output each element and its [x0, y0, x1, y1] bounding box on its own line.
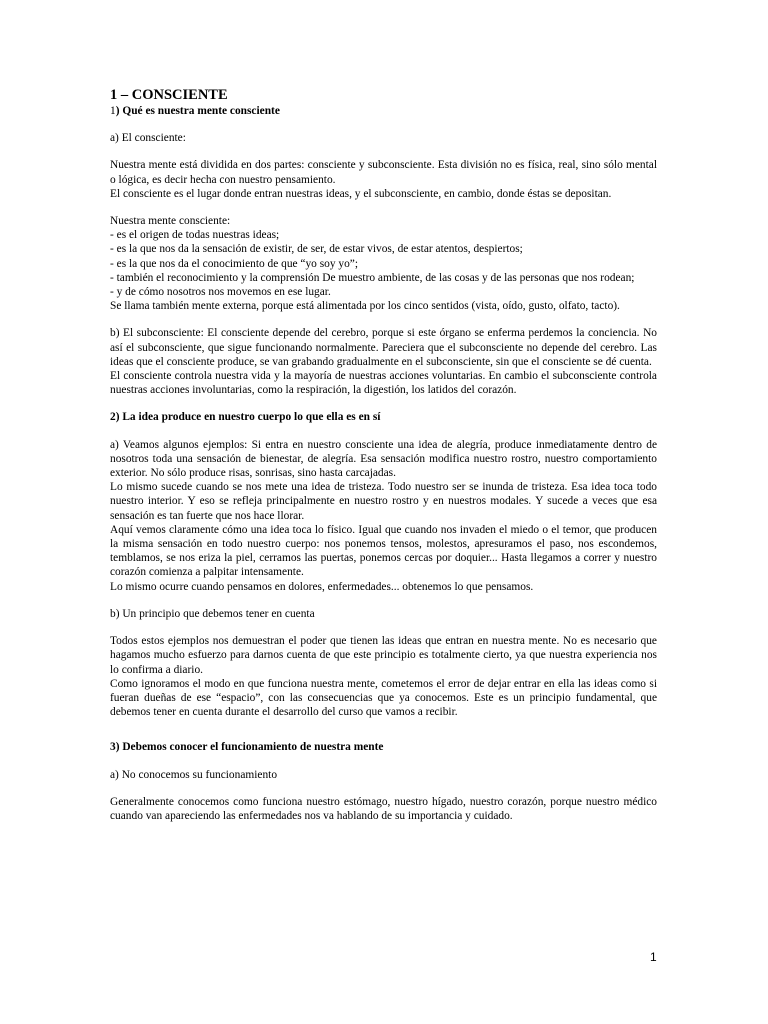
- paragraph: El consciente controla nuestra vida y la mayoría de nuestras acciones voluntarias. En cambio el subconsciente controla nuestras acciones involuntarias, como la respiración, la digestión, los latidos del corazón.: [110, 370, 657, 397]
- paragraph: Como ignoramos el modo en que funciona nuestra mente, cometemos el error de dejar entrar en ella las ideas como si fueran dueñas de ese “espacio”, con las consecuencias que ya conocemos. Este es un principio fundamental, que debemos tener en cuenta durante el desarrollo del curso que vamos a recibir.: [110, 677, 657, 719]
- page-title: 1 – CONSCIENTE: [110, 87, 228, 103]
- list-item: - es el origen de todas nuestras ideas;: [110, 229, 280, 242]
- section-1-heading: [110, 104, 657, 118]
- list-item: - es la que nos da la sensación de existir, de ser, de estar vivos, de estar atentos, despiertos;: [110, 243, 523, 256]
- section-1-number: 1: [110, 105, 116, 117]
- section-1-heading-text: ) Qué es nuestra mente consciente: [115, 105, 280, 117]
- paragraph: Generalmente conocemos como funciona nuestro estómago, nuestro hígado, nuestro corazón, porque nuestro médico cuando van apareciendo las enfermedades nos va hablando de su importancia y cuidado.: [110, 795, 657, 822]
- paragraph: a) Veamos algunos ejemplos: Si entra en nuestro consciente una idea de alegría, produce inmediatamente dentro de nosotros toda una sensación de bienestar, de alegría. Esa sensación modifica nuestro rostro, nuestro comportamiento exterior. No sólo produce risas, sonrisas, sino hasta carcajadas.: [110, 438, 657, 480]
- list-intro: Nuestra mente consciente:: [110, 215, 231, 228]
- section-3-heading: 3) Debemos conocer el funcionamiento de nuestra mente: [110, 741, 384, 754]
- subheading-3a: a) No conocemos su funcionamiento: [110, 768, 278, 781]
- paragraph: Todos estos ejemplos nos demuestran el poder que tienen las ideas que entran en nuestra mente. No es necesario que hagamos mucho esfuerzo para darnos cuenta de que este principio es totalmente cierto, ya que nuestra experiencia nos lo confirma a diario.: [110, 635, 657, 676]
- paragraph: Se llama también mente externa, porque está alimentada por los cinco sentidos (vista, oído, gusto, olfato, tacto).: [110, 300, 620, 313]
- paragraph: Nuestra mente está dividida en dos partes: consciente y subconsciente. Esta división no es física, real, sino sólo mental o lógica, es decir hecha con nuestro pensamiento.: [110, 159, 657, 186]
- paragraph: Lo mismo ocurre cuando pensamos en dolores, enfermedades... obtenemos lo que pensamos.: [110, 580, 534, 593]
- document-body: [110, 86, 657, 823]
- list-item: - también el reconocimiento y la comprensión De muestro ambiente, de las cosas y de las personas que nos rodean;: [110, 271, 635, 284]
- subheading-2b: b) Un principio que debemos tener en cuenta: [110, 607, 315, 620]
- paragraph: Aquí vemos claramente cómo una idea toca lo físico. Igual que cuando nos invaden el miedo o el temor, que producen la misma sensación en todo nuestro cuerpo: nos ponemos tensos, molestos, apresuramos el paso, nos escondemos, temblamos, se nos eriza la piel, cerramos las puertas, ponemos cercas por doquier... Hasta llegamos a correr y nuestro corazón comienza a palpitar intensamente.: [110, 523, 657, 579]
- page-number: 1: [650, 950, 657, 964]
- section-2-heading: 2) La idea produce en nuestro cuerpo lo que ella es en sí: [110, 411, 381, 424]
- list-item: - es la que nos da el conocimiento de que “yo soy yo”;: [110, 257, 358, 270]
- paragraph: Lo mismo sucede cuando se nos mete una idea de tristeza. Todo nuestro ser se inunda de tristeza. Esa idea toca todo nuestro interior. Y eso se refleja principalmente en nuestro rostro y en nuestros modales. Y sucede a veces que esa sensación es tan fuerte que nos hace llorar.: [110, 481, 657, 522]
- subheading-1a: a) El consciente:: [110, 132, 186, 145]
- list-item: - y de cómo nosotros nos movemos en ese lugar.: [110, 286, 331, 299]
- paragraph: El consciente es el lugar donde entran nuestras ideas, y el subconsciente, en cambio, donde éstas se depositan.: [110, 187, 612, 200]
- paragraph: b) El subconsciente: El consciente depende del cerebro, porque si este órgano se enferma perdemos la conciencia. No así el subconsciente, que sigue funcionando normalmente. Pareciera que el subconsciente no depende del cerebro. Las ideas que el consciente produce, se van grabando gradualmente en el subconsciente, sin que el consciente se dé cuenta.: [110, 327, 657, 368]
